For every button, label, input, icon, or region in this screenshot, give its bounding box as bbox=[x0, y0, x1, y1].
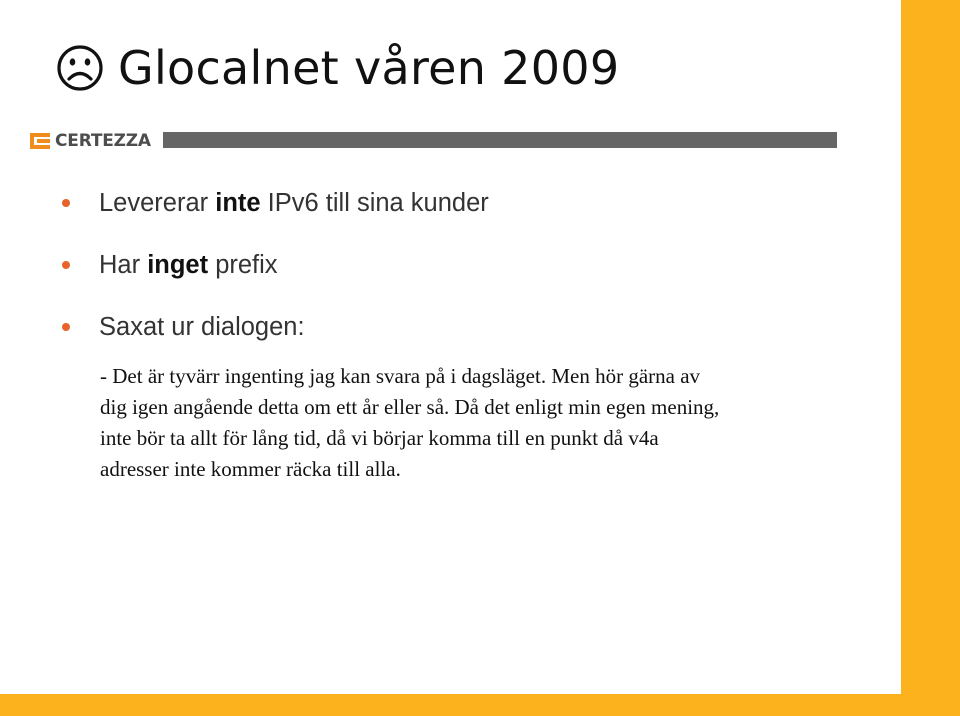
bullet-text-post: prefix bbox=[208, 251, 278, 279]
certezza-logo bbox=[30, 131, 151, 151]
certezza-logo-icon bbox=[30, 133, 50, 149]
bullet-dot bbox=[62, 199, 70, 207]
bullet-text-bold: inte bbox=[215, 189, 261, 217]
bullet-text-pre: Har bbox=[99, 251, 148, 279]
bullet-text-bold: inget bbox=[147, 251, 209, 279]
quote-line: - Det är tyvärr ingenting jag kan svara på i dagsläget. Men hör gärna av bbox=[100, 364, 701, 388]
bullet-item bbox=[62, 188, 489, 218]
sad-face-icon bbox=[56, 44, 104, 92]
bullet-text-pre: Levererar bbox=[99, 189, 216, 217]
bottom-accent-bar bbox=[0, 694, 960, 716]
quote-line: inte bör ta allt för lång tid, då vi börjar komma till en punkt då v4a bbox=[100, 426, 659, 450]
bullet-item bbox=[62, 312, 489, 342]
bullet-text-pre: Saxat ur dialogen: bbox=[99, 313, 305, 341]
bullet-dot bbox=[62, 323, 70, 331]
bullet-item bbox=[62, 250, 489, 280]
logo-wordmark: CERTEZZA bbox=[55, 131, 151, 151]
dialog-quote bbox=[100, 361, 890, 485]
right-accent-bar bbox=[901, 0, 960, 716]
bullet-list bbox=[62, 188, 489, 342]
bullet-dot bbox=[62, 261, 70, 269]
slide-title-row bbox=[56, 38, 619, 98]
quote-line: dig igen angående detta om ett år eller så. Då det enligt min egen mening, bbox=[100, 395, 720, 419]
slide-title: Glocalnet våren 2009 bbox=[118, 41, 620, 95]
header-rule bbox=[163, 132, 837, 148]
quote-line: adresser inte kommer räcka till alla. bbox=[100, 457, 401, 481]
bullet-text-post: IPv6 till sina kunder bbox=[260, 189, 489, 217]
